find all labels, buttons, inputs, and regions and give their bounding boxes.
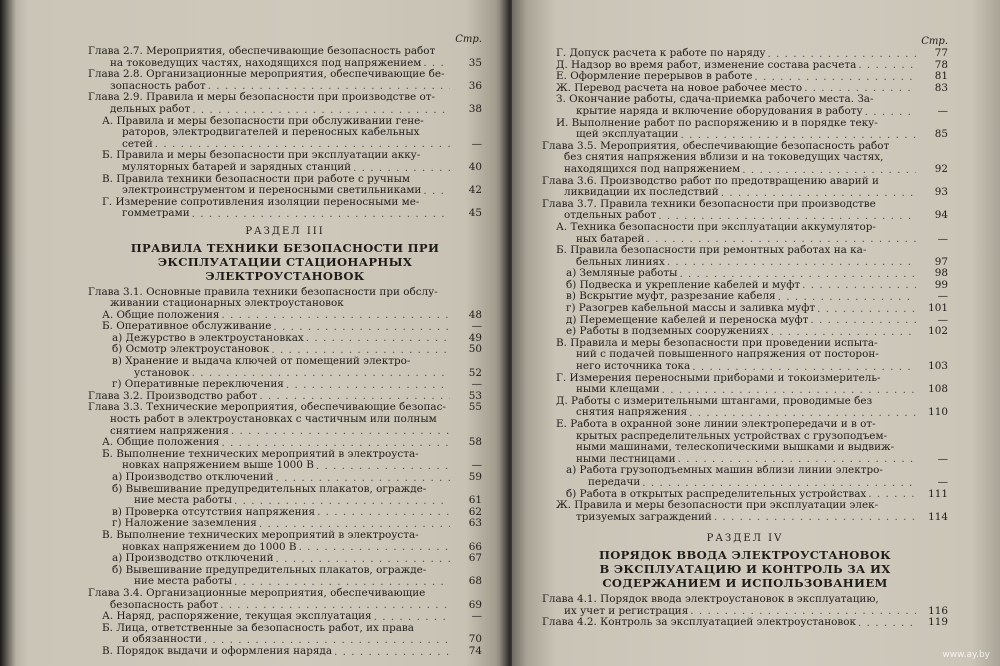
toc-entry-title: раторов, электродвигателей и переносных кабельных — [122, 126, 420, 139]
toc-entry-title: Глава 4.1. Порядок ввода электроустановок в эксплуатацию, — [542, 592, 879, 605]
toc-entry — [88, 162, 482, 174]
toc-leader-dots — [742, 165, 916, 176]
toc-entry-title: А. Наряд, распоряжение, текущая эксплуатация — [102, 610, 372, 623]
toc-leader-dots — [817, 304, 916, 315]
toc-entry-title: и обязанности — [122, 633, 202, 646]
toc-page-number: 98 — [934, 267, 948, 280]
toc-leader-dots — [714, 512, 916, 523]
toc-leader-dots — [642, 478, 916, 489]
toc-entry-title: Г. Допуск расчета к работе по наряду — [556, 47, 766, 59]
toc-page-number: 63 — [468, 517, 482, 530]
toc-leader-dots — [881, 176, 916, 187]
toc-entry-title: е) Работы в подземных сооружениях — [566, 325, 769, 338]
toc-page-number: 85 — [934, 128, 948, 141]
section-label: РАЗДЕЛ III — [245, 225, 325, 237]
toc-leader-dots — [865, 107, 916, 118]
toc-entry-title: Е. Оформление перерывов в работе — [556, 70, 753, 83]
toc-page-number: 45 — [468, 207, 482, 220]
toc-page-number: — — [471, 610, 482, 623]
toc-entry-title: Глава 2.9. Правила и меры безопасности при производстве от- — [88, 91, 435, 104]
section-title-line: ПРАВИЛА ТЕХНИКИ БЕЗОПАСНОСТИ ПРИ — [130, 240, 440, 255]
toc-leader-dots — [316, 461, 450, 472]
toc-entry-title: новках напряжением до 1000 В — [122, 540, 297, 553]
toc-page-number: 110 — [928, 406, 948, 419]
toc-leader-dots — [437, 93, 450, 104]
toc-entry — [542, 512, 948, 524]
toc-page-number: 114 — [928, 510, 948, 523]
toc-leader-dots — [428, 484, 450, 495]
toc-entry-title: Г. Измерение сопротивления изоляции переносными ме- — [102, 195, 420, 208]
toc-list-before-section — [88, 46, 482, 220]
toc-entry-title: щей эксплуатации — [576, 128, 679, 141]
toc-entry-title: В. Правила техники безопасности при работе с ручным — [102, 172, 410, 185]
toc-page-number: 103 — [928, 360, 948, 373]
section-label: РАЗДЕЛ IV — [706, 533, 784, 545]
section-title-line: В ЭКСПЛУАТАЦИЮ И КОНТРОЛЬ ЗА ИХ — [599, 561, 891, 576]
toc-leader-dots — [427, 589, 450, 600]
toc-entry-title: А. Правила и меры безопасности при обслуживании гене- — [102, 114, 424, 127]
toc-leader-dots — [868, 246, 916, 257]
toc-page-number: 53 — [468, 389, 482, 402]
toc-entry — [88, 298, 482, 310]
toc-entry-title: Глава 3.6. Производство работ по предотвращению аварий и — [542, 174, 879, 187]
toc-entry-title: А. Техника безопасности при эксплуатации аккумулятор- — [556, 220, 876, 233]
section-title-line: ЭКСПЛУАТАЦИИ СТАЦИОНАРНЫХ ЭЛЕКТРОУСТАНОВОК — [157, 254, 413, 283]
toc-leader-dots — [802, 280, 916, 291]
toc-entry-title: Ж. Перевод расчета на новое рабочее место — [556, 81, 803, 94]
toc-page-number: 38 — [468, 102, 482, 115]
toc-page-number: 81 — [934, 70, 948, 83]
toc-entry — [542, 222, 948, 234]
toc-entry-title: б) Вывешивание предупредительных плакатов, огражде- — [112, 482, 427, 495]
toc-entry — [88, 414, 482, 426]
toc-page-number: 119 — [928, 616, 948, 629]
toc-entry-title: В. Порядок выдачи и оформления наряда — [102, 644, 333, 657]
toc-page-number: — — [937, 290, 948, 303]
toc-leader-dots — [858, 618, 916, 629]
toc-leader-dots — [440, 287, 450, 298]
toc-page-number: 67 — [468, 552, 482, 565]
page-column-header: Стр. — [921, 36, 948, 47]
toc-entry-title: в) Вскрытие муфт, разрезание кабеля — [566, 290, 776, 303]
toc-page-number: 55 — [468, 401, 482, 414]
toc-entry-title: Б. Оперативное обслуживание — [102, 320, 272, 333]
toc-leader-dots — [881, 595, 916, 606]
toc-leader-dots — [885, 466, 916, 477]
toc-entry-title: И. Выполнение работ по распоряжению и в порядке теку- — [556, 116, 878, 129]
toc-page-number: 102 — [928, 325, 948, 338]
toc-page-number: 108 — [928, 383, 948, 396]
toc-page-number: — — [471, 459, 482, 472]
toc-page-number: 59 — [468, 471, 482, 483]
toc-entry-title: ными машинами, телескопическими вышками и выдвиж- — [576, 441, 895, 454]
toc-leader-dots — [881, 350, 916, 361]
toc-entry — [542, 106, 948, 118]
toc-page-number: 52 — [468, 366, 482, 379]
toc-leader-dots — [421, 449, 450, 460]
toc-entry-title: в) Хранение и выдача ключей от помещений электро- — [112, 355, 411, 368]
toc-entry-title: Глава 2.7. Мероприятия, обеспечивающие безопасность работ — [88, 45, 436, 57]
toc-entry — [542, 500, 948, 512]
toc-leader-dots — [880, 338, 916, 349]
toc-list-after-section — [88, 287, 482, 658]
toc-entry — [542, 419, 948, 431]
toc-leader-dots — [192, 209, 450, 220]
toc-entry-title: безопасность работ — [110, 598, 219, 611]
toc-entry — [542, 594, 948, 606]
toc-entry-title: Глава 4.2. Контроль за эксплуатацией электроустановок — [542, 616, 857, 629]
toc-entry — [88, 472, 482, 484]
toc-entry-title: Глава 3.1. Основные правила техники безопасности при обслу- — [88, 285, 438, 298]
toc-entry-title: б) Вывешивание предупредительных плакатов, огражде- — [112, 563, 427, 576]
toc-entry-title: Глава 2.8. Организационные мероприятия, обеспечивающие бе- — [88, 68, 445, 81]
toc-entry-title: их учет и регистрация — [564, 604, 689, 617]
toc-page-number: 58 — [468, 436, 482, 449]
toc-leader-dots — [276, 473, 450, 484]
left-toc — [88, 34, 482, 658]
toc-entry — [88, 46, 482, 58]
toc-entry-title: Глава 3.4. Организационные мероприятия, обеспечивающие — [88, 586, 426, 599]
toc-entry-title: Б. Правила и меры безопасности при эксплуатации акку- — [102, 149, 421, 162]
toc-entry-title: крытых распределительных устройствах с грузоподъем- — [576, 429, 888, 442]
toc-leader-dots — [692, 362, 916, 373]
page-column-header: Стр. — [455, 34, 482, 45]
toc-leader-dots — [878, 420, 916, 431]
toc-leader-dots — [883, 373, 916, 384]
toc-page-number: 35 — [468, 56, 482, 69]
toc-entry-title: ными клещами — [576, 383, 660, 396]
toc-leader-dots — [412, 357, 450, 368]
toc-page-number: 74 — [468, 644, 482, 657]
toc-entry-title: ликвидации их последствий — [564, 186, 719, 199]
toc-list-after-section — [542, 594, 948, 629]
toc-page-number: 94 — [934, 209, 948, 222]
toc-leader-dots — [437, 47, 450, 58]
toc-leader-dots — [422, 151, 450, 162]
toc-entry-title: г) Оперативные переключения — [112, 378, 284, 391]
toc-page-number: 42 — [468, 184, 482, 197]
toc-entry-title: а) Производство отключений — [112, 471, 274, 483]
toc-leader-dots — [891, 141, 916, 152]
toc-leader-dots — [192, 105, 450, 116]
toc-page-number: 69 — [468, 598, 482, 611]
toc-leader-dots — [421, 197, 450, 208]
toc-page-number: 116 — [928, 604, 948, 617]
toc-entry — [88, 127, 482, 139]
toc-entry-title: снятия напряжения — [576, 406, 688, 419]
toc-leader-dots — [421, 531, 450, 542]
toc-entry-title: крытие наряда и включение оборудования в работу — [576, 104, 863, 117]
toc-leader-dots — [334, 647, 450, 658]
toc-page-number: — — [471, 320, 482, 333]
toc-entry — [88, 185, 482, 197]
toc-entry-title: новках напряжением выше 1000 В — [122, 459, 314, 472]
toc-entry-title: б) Работа в открытых распределительных устройствах — [566, 487, 867, 500]
toc-entry-title: Глава 3.3. Технические мероприятия, обеспечивающие безопас- — [88, 401, 446, 414]
toc-page-number: 99 — [934, 278, 948, 291]
toc-entry-title: г) Наложение заземления — [112, 517, 257, 530]
toc-entry — [88, 611, 482, 623]
toc-entry — [88, 356, 482, 368]
toc-leader-dots — [299, 542, 450, 553]
toc-entry — [542, 477, 948, 489]
toc-entry-title: ными лестницами — [576, 452, 676, 465]
toc-entry-title: ние места работы — [134, 575, 232, 588]
toc-page-number: — — [471, 378, 482, 391]
toc-entry — [542, 245, 948, 257]
toc-leader-dots — [878, 199, 916, 210]
toc-entry-title: на токоведущих частях, находящихся под напряжением — [110, 56, 422, 69]
toc-entry-title: ность работ в электроустановках с частичным или полным — [110, 413, 437, 426]
toc-entry-title: ние места работы — [134, 494, 232, 507]
toc-page-number: 78 — [934, 58, 948, 71]
toc-leader-dots — [286, 380, 450, 391]
toc-leader-dots — [885, 153, 916, 164]
toc-page-number: 48 — [468, 308, 482, 321]
toc-entry-title: а) Работа грузоподъемных машин вблизи линии электро- — [566, 464, 883, 477]
toc-entry-title: Б. Лица, ответственные за безопасность работ, их права — [102, 621, 414, 634]
toc-leader-dots — [874, 396, 916, 407]
toc-leader-dots — [423, 186, 450, 197]
toc-page-number: 93 — [934, 186, 948, 199]
toc-entry-title: Г. Измерения переносными приборами и токоизмеритель- — [556, 371, 881, 384]
toc-page-number: 61 — [468, 494, 482, 507]
toc-leader-dots — [810, 315, 916, 326]
toc-entry-title: Ж. Правила и меры безопасности при эксплуатации элек- — [556, 499, 879, 512]
right-toc — [542, 36, 948, 629]
toc-entry-title: В. Выполнение технических мероприятий в электроуста- — [102, 528, 419, 541]
toc-entry — [542, 361, 948, 373]
toc-page-number: 36 — [468, 79, 482, 92]
toc-leader-dots — [231, 426, 450, 437]
toc-entry-title: а) Производство отключений — [112, 552, 274, 565]
toc-leader-dots — [667, 257, 916, 268]
toc-entry-title: дельных работ — [110, 102, 191, 115]
toc-entry-title: живании стационарных электроустановок — [110, 297, 344, 310]
toc-entry — [88, 553, 482, 565]
toc-entry-title: В. Правила и меры безопасности при проведении испыта- — [556, 336, 878, 349]
toc-page-number: — — [937, 452, 948, 465]
toc-entry — [88, 646, 482, 658]
toc-entry-title: Б. Выполнение технических мероприятий в электроуста- — [102, 447, 419, 460]
toc-entry-title: передачи — [588, 475, 641, 488]
toc-page-number: 77 — [934, 47, 948, 59]
toc-entry-title: ных батарей — [576, 232, 645, 245]
toc-entry — [542, 164, 948, 176]
right-page — [512, 0, 1000, 666]
toc-leader-dots — [428, 565, 450, 576]
toc-entry-title: сетей — [122, 137, 153, 150]
toc-entry — [542, 303, 948, 315]
toc-entry — [88, 208, 482, 220]
toc-page-number: — — [937, 313, 948, 326]
toc-entry-title: З. Окончание работы, сдача-приемка рабочего места. За- — [556, 93, 874, 106]
watermark-text: www.ay.by — [942, 650, 990, 660]
toc-entry-title: Глава 3.7. Правила техники безопасности при производстве — [542, 197, 876, 210]
toc-leader-dots — [448, 403, 450, 414]
toc-entry-title: тризуемых заграждений — [576, 510, 712, 523]
toc-leader-dots — [422, 128, 451, 139]
toc-entry-title: установок — [134, 366, 190, 379]
toc-page-number: 66 — [468, 540, 482, 553]
toc-page-number: 101 — [928, 302, 948, 315]
toc-entry-title: а) Земляные работы — [566, 267, 678, 280]
toc-entry-title: электроинструментом и переносными светильниками — [122, 184, 422, 197]
toc-leader-dots — [767, 49, 916, 60]
toc-entry-title: Д. Работы с измерительными штангами, проводимые без — [556, 394, 873, 407]
toc-entry-title: а) Дежурство в электроустановках — [112, 331, 304, 344]
toc-leader-dots — [439, 415, 450, 426]
toc-entry — [542, 617, 948, 629]
toc-page-number: 62 — [468, 505, 482, 518]
toc-entry-title: в) Проверка отсутствия напряжения — [112, 505, 316, 518]
toc-leader-dots — [896, 443, 916, 454]
toc-entry-title: г) Разогрев кабельной массы и заливка муфт — [566, 302, 816, 315]
toc-entry-title: б) Подвеска и укрепление кабелей и муфт — [566, 278, 801, 291]
toc-leader-dots — [447, 70, 450, 81]
toc-entry-title: А. Общие положения — [102, 436, 220, 449]
toc-list-before-section — [542, 48, 948, 523]
toc-entry — [542, 48, 948, 60]
toc-entry-title: снятием напряжения — [110, 424, 229, 437]
toc-entry-title: Глава 3.2. Производство работ — [88, 389, 258, 402]
toc-page-number: 97 — [934, 255, 948, 268]
toc-page-number: 40 — [468, 160, 482, 173]
toc-leader-dots — [876, 95, 917, 106]
section-title-line: СОДЕРЖАНИЕМ И ИСПОЛЬЗОВАНИЕМ — [602, 575, 888, 590]
toc-leader-dots — [416, 623, 450, 634]
toc-leader-dots — [317, 507, 450, 518]
toc-page-number: 70 — [468, 633, 482, 646]
toc-page-number: 92 — [934, 162, 948, 175]
toc-page-number: 50 — [468, 343, 482, 356]
toc-page-number: 111 — [928, 487, 948, 500]
toc-page-number: 49 — [468, 331, 482, 344]
toc-leader-dots — [878, 223, 916, 234]
toc-entry-title: д) Перемещение кабелей и переноска муфт — [566, 313, 809, 326]
toc-page-number: — — [937, 104, 948, 117]
toc-entry-title: Глава 3.5. Мероприятия, обеспечивающие безопасность работ — [542, 139, 890, 152]
toc-entry — [542, 187, 948, 199]
toc-entry-title: зопасность работ — [110, 79, 206, 92]
toc-page-number: 68 — [468, 575, 482, 588]
toc-entry — [88, 588, 482, 600]
toc-leader-dots — [426, 116, 450, 127]
toc-entry-title: Е. Работа в охранной зоне линии электропередачи и в от- — [556, 418, 876, 430]
toc-leader-dots — [306, 333, 450, 344]
toc-entry-title: ний с подачей повышенного напряжения от посторон- — [576, 348, 879, 361]
toc-page-number: 83 — [934, 81, 948, 94]
toc-entry-title: муляторных батарей и зарядных станций — [122, 160, 352, 173]
toc-entry — [88, 530, 482, 542]
toc-entry-title: А. Общие положения — [102, 308, 220, 321]
toc-leader-dots — [346, 299, 450, 310]
toc-entry-title: Д. Надзор во время работ, изменение состава расчета — [556, 58, 857, 71]
toc-entry-title: гомметрами — [122, 207, 190, 220]
toc-page-number: — — [937, 475, 948, 488]
toc-entry-title: находящихся под напряжением — [564, 162, 741, 175]
toc-entry — [88, 104, 482, 116]
toc-page-number: — — [937, 232, 948, 245]
section-title-line: ПОРЯДОК ВВОДА ЭЛЕКТРОУСТАНОВОК — [599, 547, 891, 562]
toc-leader-dots — [353, 163, 450, 174]
toc-leader-dots — [858, 60, 916, 71]
toc-leader-dots — [880, 501, 916, 512]
toc-entry-title: б) Осмотр электроустановок — [112, 343, 270, 356]
toc-page-number: — — [471, 137, 482, 150]
toc-entry-title: Б. Правила безопасности при ремонтных работах на ка- — [556, 244, 867, 257]
toc-entry-title: отдельных работ — [564, 209, 657, 222]
toc-entry-title: без снятия напряжения вблизи и на токоведущих частях, — [564, 151, 884, 164]
toc-leader-dots — [880, 118, 916, 129]
toc-entry-title: бельных линиях — [576, 255, 665, 268]
toc-entry — [542, 129, 948, 141]
toc-entry-title: него источника тока — [576, 360, 691, 373]
